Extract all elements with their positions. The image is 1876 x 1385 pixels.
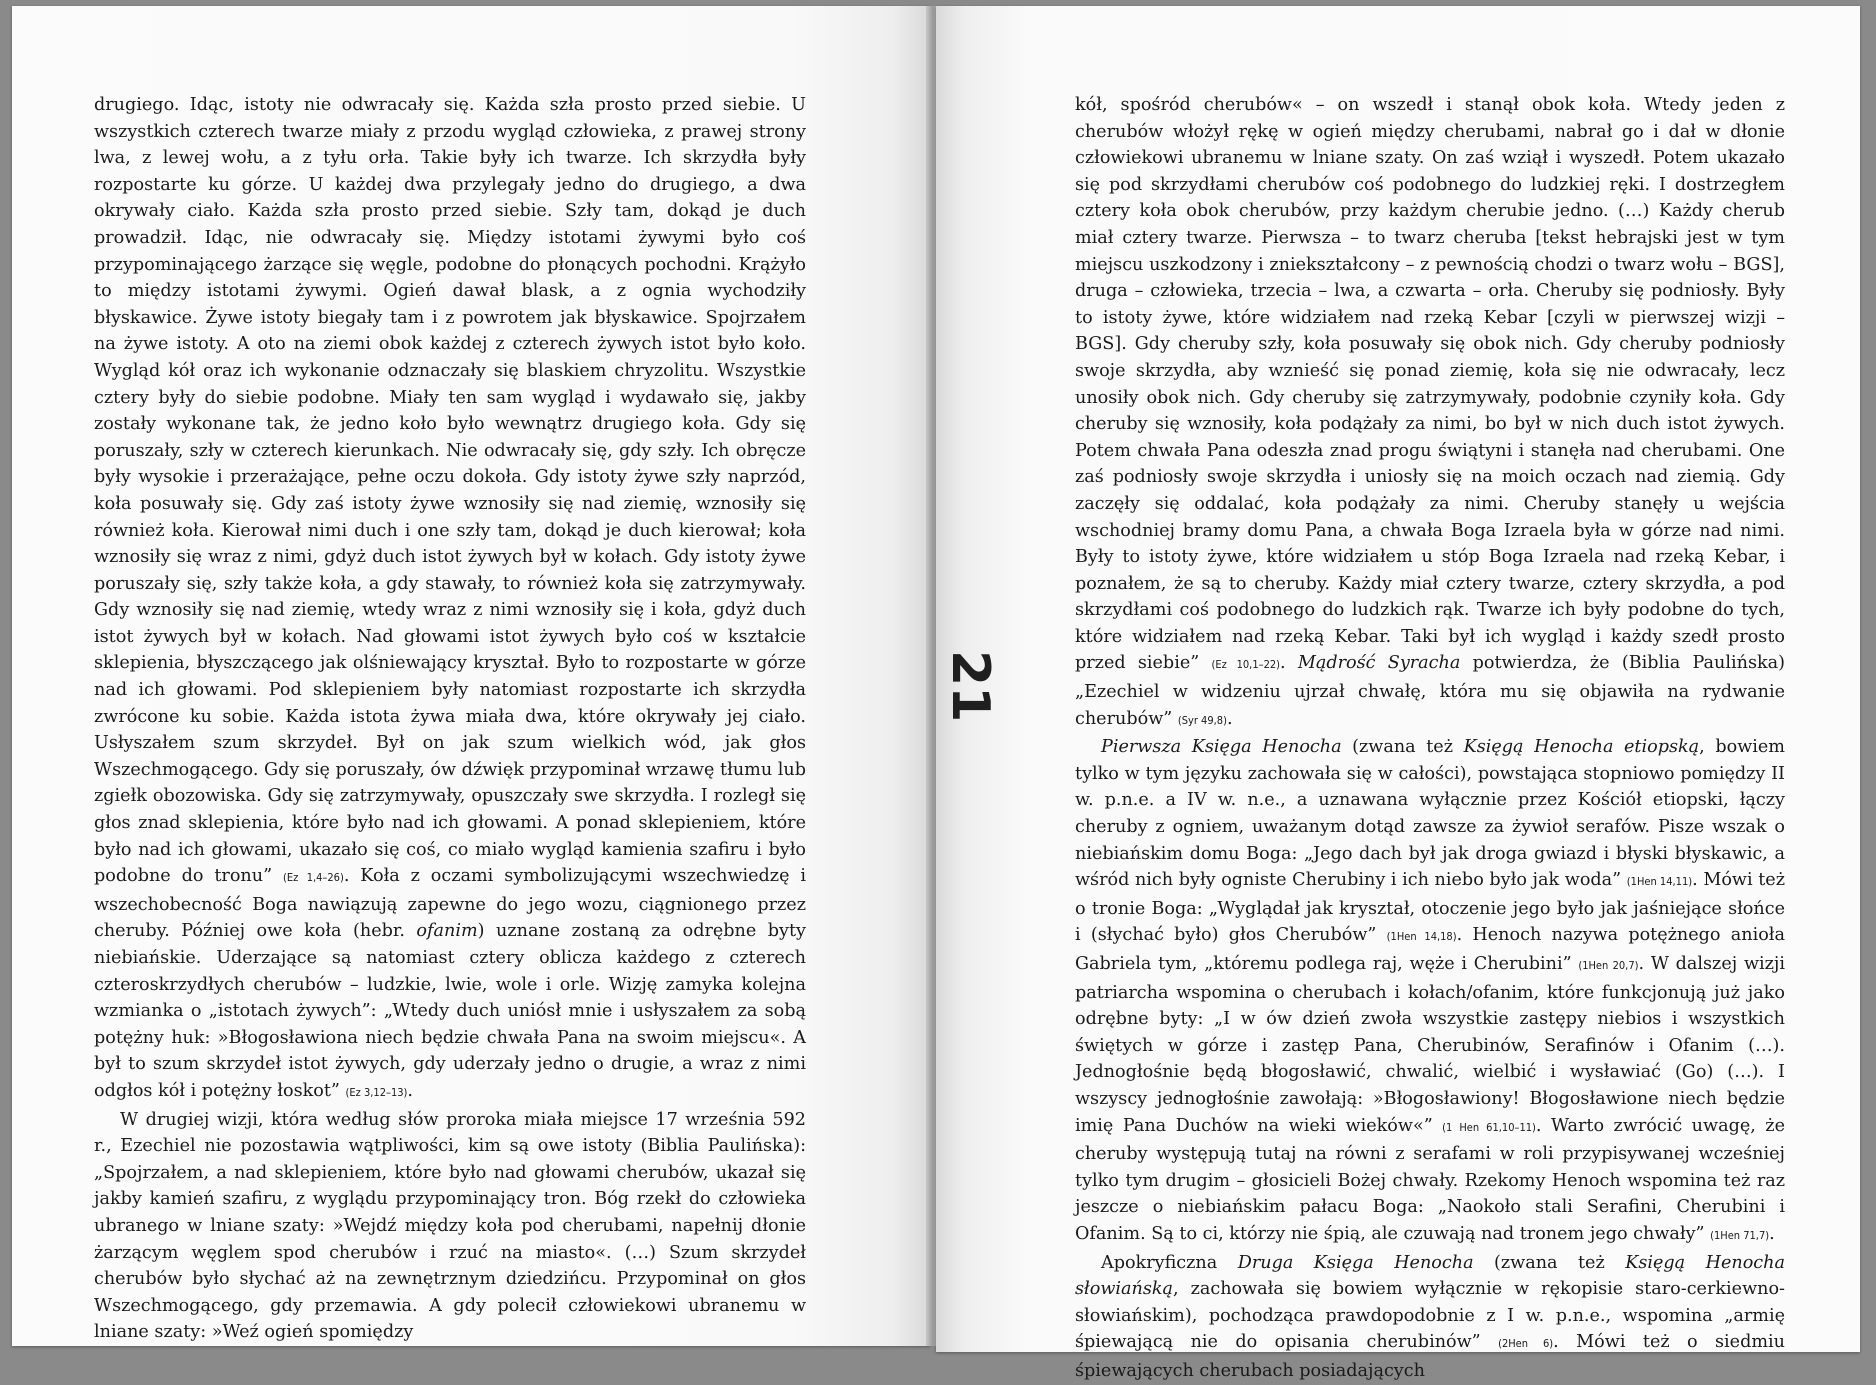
book-title-italic: Mądrość Syracha	[1297, 653, 1461, 674]
text-run: . Mówi też o tronie Boga: „Wyglądał jak kryształ, otoczenie jego było jak jaśniejące słońce i (słychać było) głos Cherubów”	[1075, 870, 1785, 946]
text-run: .	[1769, 1223, 1775, 1244]
text-run: .	[1280, 653, 1298, 674]
right-page-text-column	[1075, 92, 1785, 1385]
text-run: ) uznane zostaną za odrębne byty niebiańskie. Uderzające są natomiast cztery oblicza każdego z czterech czteroskrzydłych cherubów – ludzkie, lwie, wole i orle. Wizję zamyka kolejna wzmianka o „istotach żywych”: „Wtedy duch uniósł mnie i usłyszałem za sobą potężny huk: »Błogosławiona niech będzie chwała Pana na swoim miejscu«. A był to szum skrzydeł istot żywych, gdy uderzały jedno o drugie, a wraz z nimi odgłos kół i potężny łoskot”	[94, 921, 806, 1101]
book-title-italic: Księgą Henocha słowiańską	[1075, 1252, 1785, 1300]
left-paragraph-2	[94, 1107, 806, 1346]
scripture-reference: (2Hen 6)	[1498, 1337, 1554, 1351]
book-title-italic: Pierwsza Księga Henocha	[1101, 737, 1342, 758]
text-run: . W dalszej wizji patriarcha wspomina o cherubach i kołach/ofanim, które funkcjonują już jako odrębne byty: „I w ów dzień zwoła wszystkie zastępy niebios i wszystkich świętych w górze i zastęp Pana, Cherubinów, Serafinów i Ofanim (…). Jednogłośnie będą błogosławić, chwalić, wielbić i wysławiać (Go) (…). I wszyscy jednogłośnie zawołają: »Błogosławiony! Błogosławione niech będzie imię Pana Duchów na wieki wieków«”	[1075, 954, 1785, 1136]
text-run: Apokryficzna	[1101, 1252, 1238, 1273]
text-run: , zachowała się bowiem wyłącznie w rękopisie staro-cerkiewno-słowiańskim), pochodząca prawdopodobnie z I w. p.n.e., wspomina „armię śpiewającą nie do opisania cherubinów”	[1075, 1279, 1785, 1353]
scripture-reference: (Ez 10,1–22)	[1211, 658, 1281, 672]
text-run: . Mówi też o siedmiu śpiewających cherubach posiadających	[1075, 1332, 1785, 1381]
right-paragraph-2	[1075, 734, 1785, 1249]
text-run: drugiego. Idąc, istoty nie odwracały się. Każda szła prosto przed siebie. U wszystkich czterech twarze miały z przodu wygląd człowieka, z prawej strony lwa, z lewej wołu, a z tyłu orła. Takie były ich twarze. Ich skrzydła były rozpostarte ku górze. U każdej dwa przylegały jedno do drugiego, a dwa okrywały ciało. Każda szła prosto przed siebie. Szły tam, dokąd je duch prowadził. Idąc, nie odwracały się. Między istotami żywymi było coś przypominającego żarzące się węgle, podobne do płonących pochodni. Krążyło to między istotami żywymi. Ogień dawał blask, a z ognia wychodziły błyskawice. Żywe istoty biegały tam i z powrotem jak błyskawice. Spojrzałem na żywe istoty. A oto na ziemi obok każdej z czterech żywych istot było koło. Wygląd kół oraz ich wykonanie odznaczały się blaskiem chryzolitu. Wszystkie cztery były do siebie podobne. Miały ten sam wygląd i wydawało się, jakby zostały wykonane tak, że jedno koło było wewnątrz drugiego koła. Gdy się poruszały, szły w czterech kierunkach. Nie odwracały się, gdy szły. Ich obręcze były wysokie i przerażające, pełne oczu dokoła. Gdy istoty żywe szły naprzód, koła posuwały się. Gdy zaś istoty żywe wznosiły się nad ziemię, wznosiły się również koła. Kierował nimi duch i one szły tam, dokąd je duch kierował; koła wznosiły się wraz z nimi, gdyż duch istot żywych był w kołach. Gdy istoty żywe poruszały się, szły także koła, a gdy stawały, to również koła się zatrzymywały. Gdy wznosiły się nad ziemię, wtedy wraz z nimi wznosiły się i koła, gdyż duch istot żywych był w kołach. Nad głowami istot żywych było coś w kształcie sklepienia, błyszczącego jak olśniewający kryształ. Było to rozpostarte w górze nad ich głowami. Pod sklepieniem były natomiast rozpostarte ich skrzydła zwrócone ku sobie. Każda istota żywa miała dwa, które okrywały jej ciało. Usłyszałem szum skrzydeł. Był on jak szum wielkich wód, jak głos Wszechmogącego. Gdy się poruszały, ów dźwięk przypominał wrzawę tłumu lub zgiełk obozowiska. Gdy się zatrzymywały, opuszczały swe skrzydła. I rozległ się głos znad sklepienia, które było nad ich głowami. A ponad sklepieniem, które było nad ich głowami, ukazało się coś, co miało wygląd kamienia szafiru i było podobne do tronu”	[94, 95, 806, 887]
text-run: potwierdza, że (Biblia Paulińska) „Ezechiel w widzeniu ujrzał chwałę, która mu się objawiła na rydwanie cherubów”	[1075, 653, 1785, 729]
text-run: (zwana też	[1473, 1252, 1626, 1273]
text-run: .	[1226, 708, 1233, 729]
book-title-italic: Druga Księga Henocha	[1237, 1252, 1474, 1273]
text-run: , bowiem tylko w tym języku zachowała się w całości), powstająca stopniowo pomiędzy II w. p.n.e. a IV w. n.e., a uznawana wyłącznie przez Kościół etiopski, łączy cheruby z ogniem, uważanym dotąd zawsze za żywioł serafów. Pisze wszak o niebiańskim domu Boga: „Jego dach był jak droga gwiazd i błyski błyskawic, a wśród nich były ogniste Cherubiny i ich niebo było jak woda”	[1075, 737, 1785, 891]
book-title-italic: ofanim	[416, 921, 478, 942]
book-title-italic: Księgą Henocha etiopską	[1463, 737, 1700, 758]
text-run: .	[407, 1080, 413, 1101]
text-run: (zwana też	[1341, 737, 1464, 758]
scripture-reference: (1 Hen 61,10–11)	[1442, 1120, 1536, 1134]
scripture-reference: (1Hen 14,18)	[1386, 930, 1457, 944]
scripture-reference: (Ez 1,4–26)	[282, 871, 344, 885]
text-run: W drugiej wizji, która według słów proroka miała miejsce 17 września 592 r., Ezechiel nie pozostawia wątpliwości, kim są owe istoty (Biblia Paulińska): „Spojrzałem, a nad sklepieniem, które było nad głowami cherubów, ukazał się jakby kamień szafiru, z wyglądu przypominający tron. Bóg rzekł do człowieka ubranego w lniane szaty: »Wejdź między koła pod cherubami, napełnij dłonie żarzącym węglem spod cherubów i rzuć na miasto«. (…) Szum skrzydeł cherubów było słychać aż na zewnętrznym dziedzińcu. Przypominał on głos Wszechmogącego, gdy przemawia. A gdy polecił człowiekowi ubranemu w lniane szaty: »Weź ogień spomiędzy	[94, 1109, 806, 1343]
scripture-reference: (1Hen 20,7)	[1578, 959, 1639, 972]
left-page-text-column	[94, 92, 806, 1346]
left-paragraph-1	[94, 92, 806, 1107]
text-run: kół, spośród cherubów« – on wszedł i stanął obok koła. Wtedy jeden z cherubów włożył rękę w ogień między cherubami, nabrał go i dał w dłonie człowiekowi ubranemu w lniane szaty. On zaś wziął i wyszedł. Potem ukazało się pod skrzydłami cherubów coś podobnego do ludzkiej ręki. I dostrzegłem cztery koła obok cherubów, przy każdym cherubie jedno. (…) Każdy cherub miał cztery twarze. Pierwsza – to twarz cheruba [tekst hebrajski jest w tym miejscu uszkodzony i zniekształcony – z pewnością chodzi o twarz wołu – BGS], druga – człowieka, trzecia – lwa, a czwarta – orła. Cheruby się podniosły. Były to istoty żywe, które widziałem nad rzeką Kebar [czyli w pierwszej wizji – BGS]. Gdy cheruby szły, koła posuwały się obok nich. Gdy cheruby podniosły swoje skrzydła, aby wznieść się ponad ziemię, koła się nie odwracały, lecz unosiły obok nich. Gdy cheruby się zatrzymywały, podobnie czyniły koła. Gdy cheruby się wznosiły, koła podążały za nimi, bo był w nich duch istot żywych. Potem chwała Pana odeszła znad progu świątyni i stanęła nad cherubami. One zaś podniosły swoje skrzydła i uniosły się na moich oczach nad ziemią. Gdy zaczęły się oddalać, koła podążały za nimi. Cheruby stanęły u wejścia wschodniej bramy domu Pana, a chwała Boga Izraela była w górze nad nimi. Były to istoty żywe, które widziałem u stóp Boga Izraela nad rzeką Kebar, i poznałem, że są to cheruby. Każdy miał cztery twarze, cztery skrzydła, a pod skrzydłami coś podobnego do ludzkich rąk. Twarze ich były podobne do tych, które widziałem nad rzeką Kebar. Taki był ich wygląd i każdy szedł prosto przed siebie”	[1075, 95, 1785, 674]
scripture-reference: (Ez 3,12–13)	[345, 1085, 408, 1099]
page-number: 21	[940, 650, 1000, 723]
scripture-reference: (Syr 49,8)	[1177, 713, 1227, 727]
text-run: . Koła z oczami symbolizującymi wszechwiedzę i wszechobecność Boga nawiązują zapewne do jego wozu, ciągnionego przez cheruby. Później owe koła (hebr.	[94, 866, 806, 942]
text-run: . Warto zwrócić uwagę, że cheruby występują tutaj na równi z serafami w roli przypisywanej wcześniej tylko tym drugim – głosicieli Bożej chwały. Rzekomy Henoch wspomina też raz jeszcze o niebiańskim pałacu Boga: „Naokoło stali Serafini, Cherubini i Ofanim. Są to ci, którzy nie śpią, ale czuwają nad tronem jego chwały”	[1075, 1115, 1785, 1244]
scripture-reference: (1Hen 71,7)	[1710, 1228, 1770, 1242]
right-paragraph-1	[1075, 92, 1785, 734]
right-paragraph-3	[1075, 1250, 1785, 1385]
scripture-reference: (1Hen 14,11)	[1626, 875, 1693, 889]
text-run: . Henoch nazywa potężnego anioła Gabriela tym, „któremu podlega raj, węże i Cherubini”	[1075, 925, 1785, 974]
